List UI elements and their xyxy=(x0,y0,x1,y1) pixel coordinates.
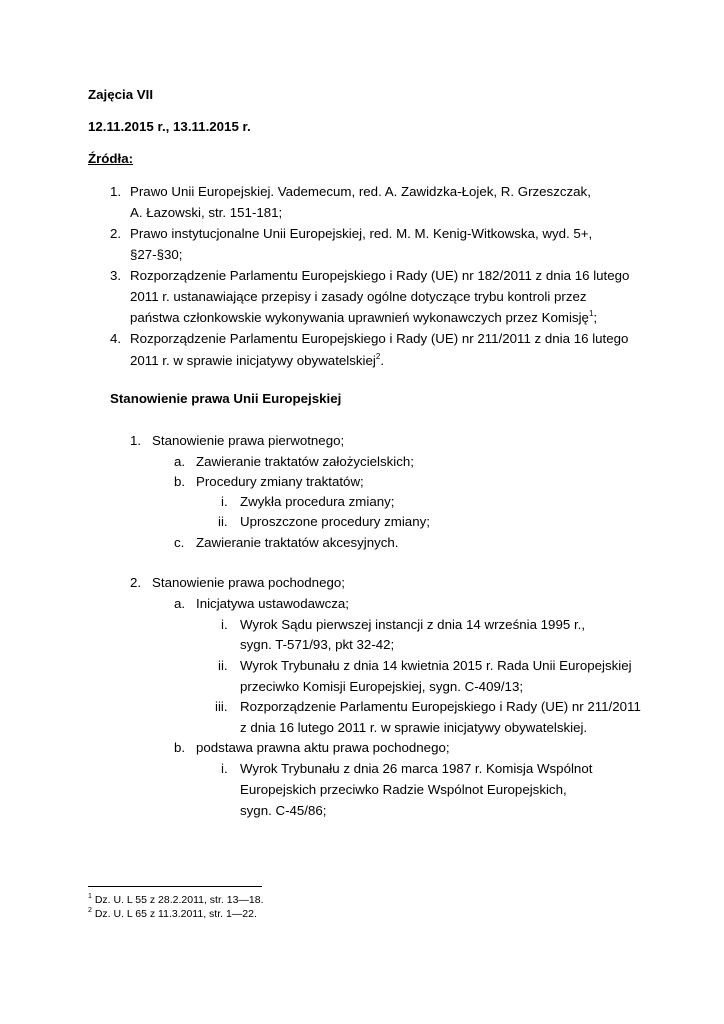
footnote-text: Dz. U. L 55 z 28.2.2011, str. 13—18. xyxy=(94,894,264,906)
outline-item: Stanowienie prawa pierwotnego; xyxy=(152,433,345,448)
outline-subsubitem: Rozporządzenie Parlamentu Europejskiego i Rady (UE) nr 211/2011 xyxy=(240,699,641,714)
outline-roman: ii. xyxy=(218,514,228,529)
class-dates: 12.11.2015 r., 13.11.2015 r. xyxy=(88,119,251,134)
outline-subsubitem: Wyrok Trybunału z dnia 26 marca 1987 r. Komisja Wspólnot xyxy=(240,761,593,776)
outline-roman: i. xyxy=(221,617,228,632)
outline-item: Stanowienie prawa pochodnego; xyxy=(152,575,345,590)
outline-roman: i. xyxy=(221,494,228,509)
footnote-ref: 2 xyxy=(375,352,381,361)
source-text: Prawo Unii Europejskiej. Vademecum, red. A. Zawidzka-Łojek, R. Grzeszczak, xyxy=(130,184,591,199)
outline-subitem: Zawieranie traktatów założycielskich; xyxy=(196,454,415,469)
outline-subsubitem: Zwykła procedura zmiany; xyxy=(240,494,395,509)
footnote-mark: 1 xyxy=(88,893,92,900)
source-text-with-footnote xyxy=(130,353,384,369)
outline-roman: ii. xyxy=(218,658,228,673)
source-number: 4. xyxy=(110,331,122,346)
outline-subsubitem: Wyrok Sądu pierwszej instancji z dnia 14 września 1995 r., xyxy=(240,617,586,632)
footnote-mark: 2 xyxy=(88,907,92,914)
footnote-ref: 1 xyxy=(588,309,594,318)
footnote-text: Dz. U. L 65 z 11.3.2011, str. 1—22. xyxy=(94,908,257,920)
outline-subsubitem: sygn. T-571/93, pkt 32-42; xyxy=(240,637,395,652)
outline-letter: b. xyxy=(174,740,186,755)
outline-roman: i. xyxy=(221,761,228,776)
source-text: A. Łazowski, str. 151-181; xyxy=(130,205,283,220)
outline-letter: c. xyxy=(174,535,185,550)
source-number: 3. xyxy=(110,268,122,283)
footnote-separator xyxy=(88,886,262,887)
outline-letter: a. xyxy=(174,454,186,469)
outline-number: 2. xyxy=(130,575,142,590)
source-text-tail: . xyxy=(380,353,385,368)
source-number: 2. xyxy=(110,226,122,241)
outline-letter: a. xyxy=(174,596,186,611)
source-text-tail: ; xyxy=(593,310,598,325)
footnote xyxy=(88,894,264,907)
outline-subsubitem: przeciwko Komisji Europejskiej, sygn. C-409/13; xyxy=(240,679,524,694)
outline-subsubitem: Uproszczone procedury zmiany; xyxy=(240,514,430,529)
outline-subsubitem: sygn. C-45/86; xyxy=(240,803,327,818)
source-text: §27-§30; xyxy=(130,247,183,262)
source-text: państwa członkowskie wykonywania uprawnień wykonawczych przez Komisję xyxy=(130,310,589,325)
outline-subitem: podstawa prawna aktu prawa pochodnego; xyxy=(196,740,450,755)
outline-letter: b. xyxy=(174,474,186,489)
sources-heading: Źródła: xyxy=(88,151,134,166)
outline-subitem: Inicjatywa ustawodawcza; xyxy=(196,596,349,611)
outline-subsubitem: Wyrok Trybunału z dnia 14 kwietnia 2015 r. Rada Unii Europejskiej xyxy=(240,658,632,673)
outline-subsubitem: z dnia 16 lutego 2011 r. w sprawie inicjatywy obywatelskiej. xyxy=(240,720,588,735)
source-text: 2011 r. w sprawie inicjatywy obywatelskiej xyxy=(130,353,376,368)
source-text: 2011 r. ustanawiające przepisy i zasady ogólne dotyczące trybu kontroli przez xyxy=(130,289,587,304)
page-title: Zajęcia VII xyxy=(88,87,154,102)
source-text: Rozporządzenie Parlamentu Europejskiego i Rady (UE) nr 182/2011 z dnia 16 lutego xyxy=(130,268,630,283)
outline-subitem: Zawieranie traktatów akcesyjnych. xyxy=(196,535,399,550)
outline-subsubitem: Europejskich przeciwko Radzie Wspólnot Europejskich, xyxy=(240,782,567,797)
outline-subitem: Procedury zmiany traktatów; xyxy=(196,474,364,489)
source-text-with-footnote xyxy=(130,310,597,326)
section-title: Stanowienie prawa Unii Europejskiej xyxy=(110,391,342,406)
source-text: Prawo instytucjonalne Unii Europejskiej, red. M. M. Kenig-Witkowska, wyd. 5+, xyxy=(130,226,593,241)
outline-roman: iii. xyxy=(215,699,228,714)
source-number: 1. xyxy=(110,184,122,199)
footnote xyxy=(88,908,257,921)
outline-number: 1. xyxy=(130,433,142,448)
source-text: Rozporządzenie Parlamentu Europejskiego i Rady (UE) nr 211/2011 z dnia 16 lutego xyxy=(130,331,629,346)
